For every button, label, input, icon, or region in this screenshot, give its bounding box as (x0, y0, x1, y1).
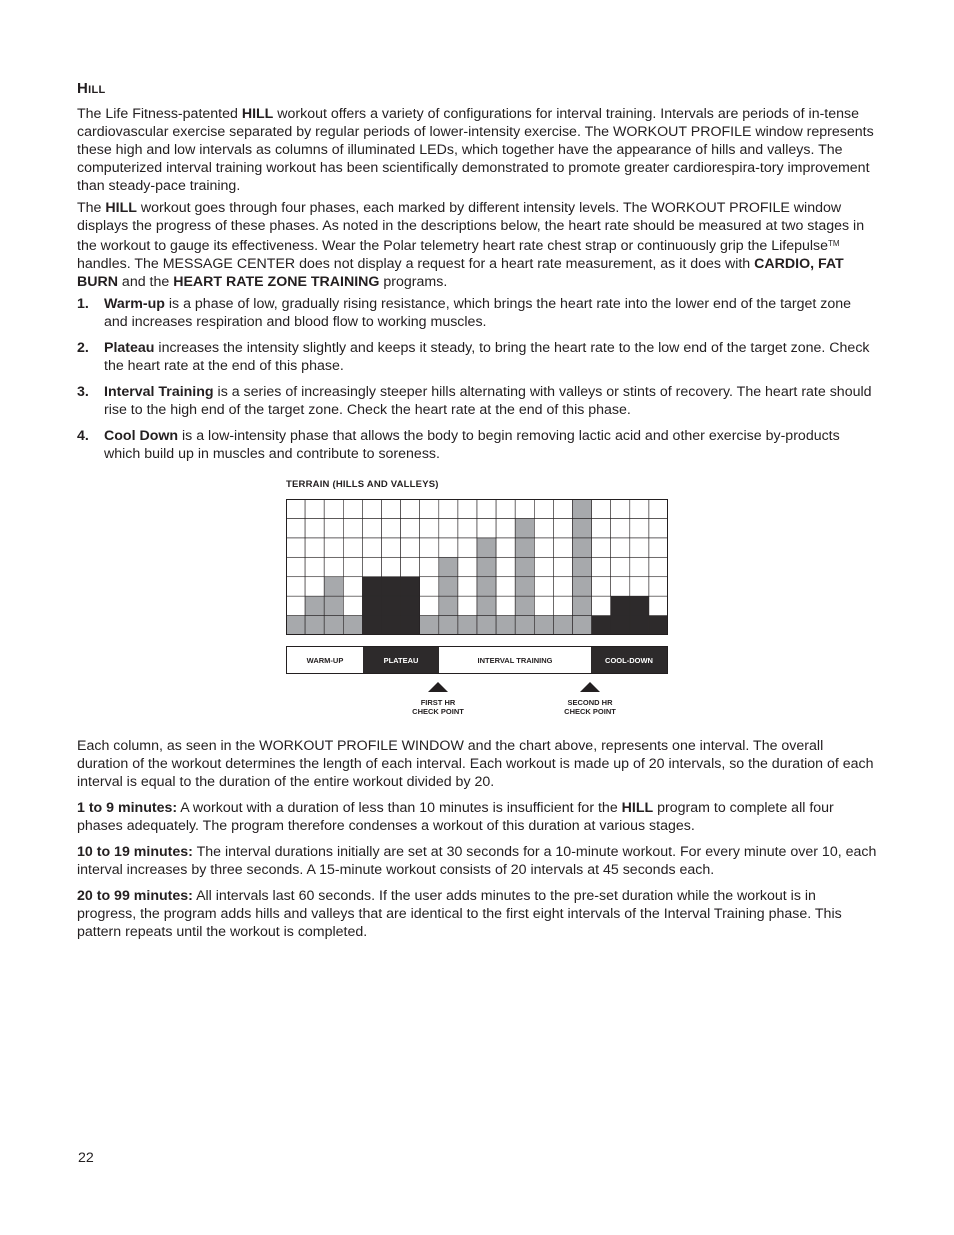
program-name: CARDIO, FAT BURN (77, 256, 844, 290)
trademark-mark: TM (828, 239, 840, 248)
terrain-led-lit (515, 518, 534, 537)
terrain-led-off (534, 577, 553, 596)
terrain-led-lit (324, 596, 343, 615)
terrain-led-lit (324, 577, 343, 596)
terrain-led-off (496, 577, 515, 596)
triangle-up-icon (428, 682, 448, 692)
terrain-led-off (649, 577, 668, 596)
terrain-led-off (382, 538, 401, 557)
terrain-led-off (362, 538, 381, 557)
terrain-led-lit (515, 538, 534, 557)
phase-description: increases the intensity slightly and keeps it steady, to bring the heart rate to the low end of the target zone. Check the heart rate at the end of this phase. (104, 340, 870, 374)
terrain-led-lit (477, 596, 496, 615)
terrain-led-off (611, 518, 630, 537)
terrain-led-off (324, 538, 343, 557)
terrain-led-off (534, 557, 553, 576)
phase-name: Plateau (104, 340, 155, 356)
terrain-led-off (534, 538, 553, 557)
terrain-led-lit (382, 616, 401, 635)
terrain-led-lit (496, 616, 515, 635)
terrain-led-off (553, 499, 572, 518)
terrain-led-off (458, 596, 477, 615)
duration-section (77, 737, 877, 941)
terrain-chart (286, 499, 668, 635)
phase-number: 1. (77, 296, 89, 312)
phase-description: is a low-intensity phase that allows the body to begin removing lactic acid and other exercise by-products which build up in muscles and contribute to soreness. (104, 428, 840, 462)
terrain-led-lit (573, 596, 592, 615)
text-run: The interval durations initially are set at 30 seconds for a 10-minute workout. For every minute over 10, each interval increases by three seconds. A 15-minute workout consists of 20 intervals at 45 seconds each. (77, 844, 877, 878)
terrain-led-lit (515, 616, 534, 635)
terrain-led-lit (573, 577, 592, 596)
terrain-led-lit (573, 538, 592, 557)
terrain-led-off (458, 577, 477, 596)
terrain-led-off (343, 557, 362, 576)
terrain-led-off (458, 499, 477, 518)
text-run: programs. (379, 274, 448, 290)
terrain-led-off (553, 538, 572, 557)
terrain-led-lit (362, 577, 381, 596)
terrain-led-lit (324, 616, 343, 635)
terrain-led-lit (630, 616, 649, 635)
terrain-led-off (553, 577, 572, 596)
text-run: A workout with a duration of less than 10 minutes is insufficient for the (177, 800, 622, 816)
program-name: HILL (105, 200, 137, 216)
terrain-led-off (305, 577, 324, 596)
terrain-led-off (553, 518, 572, 537)
terrain-led-off (515, 499, 534, 518)
phase-list (77, 295, 877, 463)
after-paragraph-4 (77, 887, 877, 941)
terrain-led-lit (477, 557, 496, 576)
text-run: The (77, 200, 106, 216)
terrain-led-lit (649, 616, 668, 635)
terrain-led-lit (420, 616, 439, 635)
phase-item (77, 295, 877, 331)
first-hr-checkpoint (398, 682, 478, 716)
terrain-led-lit (515, 596, 534, 615)
terrain-led-lit (630, 596, 649, 615)
terrain-led-off (286, 596, 305, 615)
phase-name: Warm-up (104, 296, 165, 312)
phase-item (77, 339, 877, 375)
terrain-led-off (420, 557, 439, 576)
page-number: 22 (78, 1150, 94, 1166)
terrain-led-off (477, 499, 496, 518)
terrain-led-off (401, 499, 420, 518)
checkpoint-label: FIRST HR (420, 698, 456, 707)
terrain-led-off (496, 518, 515, 537)
terrain-led-off (439, 538, 458, 557)
terrain-led-lit (458, 616, 477, 635)
terrain-led-lit (382, 596, 401, 615)
terrain-led-off (592, 557, 611, 576)
phase-number: 4. (77, 428, 89, 444)
terrain-led-off (420, 538, 439, 557)
phase-label-warm-up: WARM-UP (287, 647, 363, 673)
text-run: All intervals last 60 seconds. If the user adds minutes to the pre-set duration while the workout is in progress, the program adds hills and valleys that are identical to the first eight intervals of the Interval Training phase. This pattern repeats until the workout is completed. (77, 888, 842, 940)
terrain-led-off (592, 518, 611, 537)
terrain-led-lit (343, 616, 362, 635)
terrain-led-lit (611, 616, 630, 635)
terrain-led-off (420, 499, 439, 518)
terrain-led-off (286, 518, 305, 537)
terrain-led-off (420, 596, 439, 615)
terrain-led-lit (592, 616, 611, 635)
phase-description: is a phase of low, gradually rising resistance, which brings the heart rate into the lower end of the target zone and increases respiration and blood flow to working muscles. (104, 296, 852, 330)
terrain-led-off (496, 557, 515, 576)
terrain-led-off (630, 557, 649, 576)
terrain-led-lit (382, 577, 401, 596)
terrain-led-off (286, 557, 305, 576)
program-name: HILL (241, 106, 274, 122)
terrain-figure (286, 479, 706, 719)
terrain-led-off (649, 538, 668, 557)
terrain-led-off (305, 499, 324, 518)
terrain-led-off (496, 538, 515, 557)
terrain-led-lit (362, 596, 381, 615)
terrain-led-off (534, 518, 553, 537)
text-run: handles. The MESSAGE CENTER does not display a request for a heart rate measurement, as it does with (77, 256, 755, 272)
terrain-led-lit (439, 616, 458, 635)
terrain-led-off (496, 596, 515, 615)
terrain-led-lit (439, 577, 458, 596)
phase-item (77, 427, 877, 463)
text-run: workout offers a variety of configurations for interval training. Intervals are periods of in-tense cardiovascular exercise separated by regular periods of lower-intensity exercise. The WORKOUT PROFILE window represents these high and low intervals as columns of illuminated LEDs, which together have the appearance of hills and valleys. The computerized interval training workout has been scientifically demonstrated to promote greater cardiorespira-tory improvement than steady-pace training. (77, 106, 874, 194)
checkpoint-label: SECOND HR (567, 698, 613, 707)
terrain-led-off (630, 577, 649, 596)
terrain-led-off (305, 538, 324, 557)
terrain-led-off (343, 538, 362, 557)
terrain-led-off (630, 518, 649, 537)
terrain-led-off (592, 499, 611, 518)
terrain-led-off (286, 538, 305, 557)
terrain-led-off (592, 596, 611, 615)
terrain-led-off (649, 499, 668, 518)
terrain-led-off (553, 557, 572, 576)
intro-paragraph-2 (77, 199, 877, 291)
phase-number: 2. (77, 340, 89, 356)
terrain-led-off (477, 518, 496, 537)
terrain-led-off (496, 499, 515, 518)
terrain-led-off (343, 596, 362, 615)
checkpoint-label: CHECK POINT (564, 707, 616, 716)
after-paragraph-2 (77, 799, 877, 835)
text-run: The Life Fitness-patented (77, 106, 242, 122)
terrain-led-off (439, 499, 458, 518)
terrain-led-off (401, 518, 420, 537)
terrain-led-lit (477, 616, 496, 635)
terrain-led-off (343, 518, 362, 537)
terrain-led-off (534, 596, 553, 615)
terrain-led-off (420, 577, 439, 596)
after-paragraph-1: Each column, as seen in the WORKOUT PROFILE WINDOW and the chart above, represents one interval. The overall duration of the workout determines the length of each interval. Each workout is made up of 20 intervals, so the duration of each interval is equal to the duration of the entire workout divided by 20. (77, 738, 874, 790)
terrain-led-off (611, 557, 630, 576)
text-run: and the (117, 274, 174, 290)
terrain-led-lit (362, 616, 381, 635)
terrain-led-off (458, 538, 477, 557)
terrain-led-off (630, 499, 649, 518)
terrain-led-off (286, 499, 305, 518)
terrain-led-off (382, 518, 401, 537)
terrain-led-off (401, 557, 420, 576)
terrain-led-lit (534, 616, 553, 635)
terrain-led-off (439, 518, 458, 537)
terrain-led-lit (477, 538, 496, 557)
terrain-led-lit (573, 499, 592, 518)
terrain-led-off (458, 518, 477, 537)
terrain-led-off (649, 596, 668, 615)
phase-item (77, 383, 877, 419)
terrain-led-lit (573, 557, 592, 576)
intro-paragraph-1 (77, 105, 877, 195)
duration-range: 20 to 99 minutes: (77, 888, 193, 904)
terrain-led-off (611, 577, 630, 596)
terrain-led-off (343, 499, 362, 518)
terrain-led-off (592, 538, 611, 557)
terrain-led-lit (573, 518, 592, 537)
terrain-led-off (611, 499, 630, 518)
terrain-led-off (649, 518, 668, 537)
terrain-led-lit (477, 577, 496, 596)
section-title: Hill (77, 80, 106, 97)
duration-range: 10 to 19 minutes: (77, 844, 193, 860)
terrain-led-off (324, 499, 343, 518)
terrain-led-off (382, 499, 401, 518)
terrain-led-off (382, 557, 401, 576)
terrain-led-off (401, 538, 420, 557)
terrain-led-lit (553, 616, 572, 635)
terrain-led-lit (515, 557, 534, 576)
phase-name: Interval Training (104, 384, 214, 400)
text-run: program to complete all four phases adequately. The program therefore condenses a workout of this duration at various stages. (77, 800, 834, 834)
terrain-led-lit (305, 596, 324, 615)
terrain-led-off (343, 577, 362, 596)
terrain-led-lit (401, 577, 420, 596)
terrain-led-lit (573, 616, 592, 635)
terrain-led-off (362, 518, 381, 537)
terrain-led-off (458, 557, 477, 576)
terrain-led-off (420, 518, 439, 537)
terrain-led-lit (515, 577, 534, 596)
program-name: HEART RATE ZONE TRAINING (173, 274, 380, 290)
text-run: workout goes through four phases, each marked by different intensity levels. The WORKOUT PROFILE window displays the progress of these phases. As noted in the descriptions below, the heart rate should be measured at two stages in the workout to gauge its effectiveness. Wear the Polar telemetry heart rate chest strap or continuously grip the Lifepulse (77, 200, 865, 254)
terrain-led-off (630, 538, 649, 557)
terrain-led-lit (439, 596, 458, 615)
terrain-led-lit (286, 616, 305, 635)
terrain-led-lit (401, 596, 420, 615)
terrain-led-off (305, 557, 324, 576)
terrain-led-lit (401, 616, 420, 635)
phase-bar (286, 646, 668, 674)
terrain-led-off (534, 499, 553, 518)
terrain-led-lit (611, 596, 630, 615)
after-paragraph-3 (77, 843, 877, 879)
phase-number: 3. (77, 384, 89, 400)
second-hr-checkpoint (550, 682, 630, 716)
terrain-led-off (592, 577, 611, 596)
terrain-led-off (286, 577, 305, 596)
terrain-led-off (362, 557, 381, 576)
figure-title: TERRAIN (HILLS AND VALLEYS) (286, 479, 439, 490)
triangle-up-icon (580, 682, 600, 692)
terrain-led-lit (305, 616, 324, 635)
terrain-led-off (324, 518, 343, 537)
terrain-led-off (553, 596, 572, 615)
checkpoint-label: CHECK POINT (412, 707, 464, 716)
program-name: HILL (621, 800, 654, 816)
phase-name: Cool Down (104, 428, 179, 444)
duration-range: 1 to 9 minutes: (77, 800, 178, 816)
manual-page (77, 80, 877, 945)
terrain-led-off (324, 557, 343, 576)
phase-label-plateau: PLATEAU (363, 647, 439, 673)
terrain-led-lit (439, 557, 458, 576)
terrain-led-off (362, 499, 381, 518)
terrain-led-off (611, 538, 630, 557)
phase-description: is a series of increasingly steeper hills alternating with valleys or stints of recovery. The heart rate should rise to the high end of the target zone. Check the heart rate at the end of this phase. (104, 384, 872, 418)
terrain-led-off (305, 518, 324, 537)
phase-label-interval-training: INTERVAL TRAINING (439, 647, 591, 673)
phase-label-cool-down: COOL-DOWN (591, 647, 667, 673)
terrain-led-off (649, 557, 668, 576)
